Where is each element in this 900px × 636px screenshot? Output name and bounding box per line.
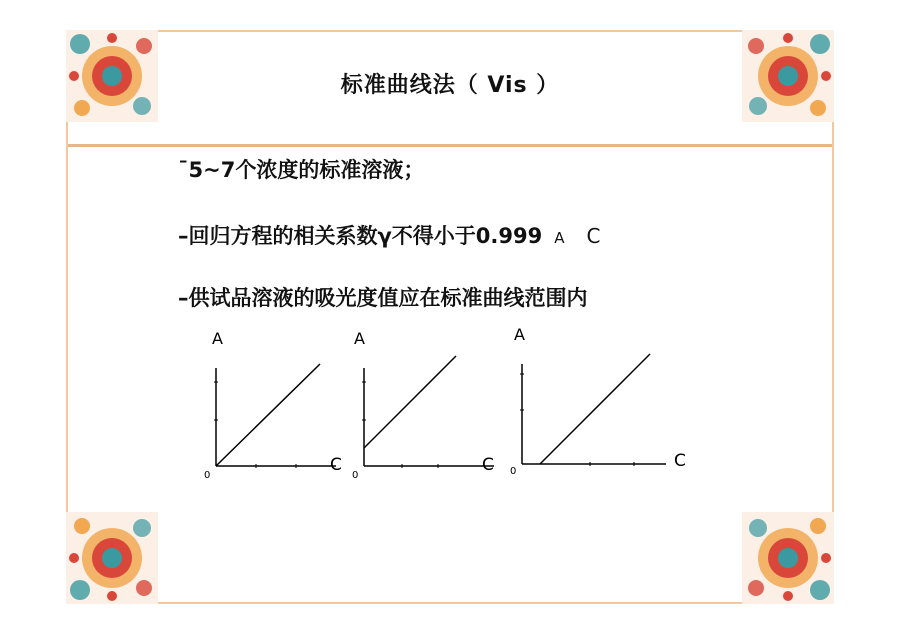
bullet-absorbance-range: –供试品溶液的吸光度值应在标准曲线范围内: [178, 286, 588, 310]
graph1-y-label: A: [212, 329, 223, 348]
corner-ornament-top-right-icon: [742, 30, 834, 122]
bullet-concentrations: ¯5~7个浓度的标准溶液；: [178, 158, 425, 182]
slide-frame: [66, 30, 834, 604]
graph-through-origin: [196, 322, 359, 482]
graph1-origin-label: 0: [204, 470, 211, 481]
graph1-x-label: C: [330, 455, 342, 475]
corner-ornament-bottom-right-icon: [742, 512, 834, 604]
title-band: [68, 32, 832, 144]
slide-title: 标准曲线法（ Vis ）: [340, 73, 560, 98]
graph2-origin-label: 0: [352, 470, 359, 481]
graph1-calibration-line: [216, 364, 320, 466]
graph2-y-label: A: [354, 329, 365, 348]
graph3-y-label: A: [514, 325, 525, 344]
title-divider: [68, 144, 832, 147]
graph2-calibration-line: [364, 356, 456, 448]
graph2-x-label: C: [482, 455, 494, 475]
graph3-origin-label: 0: [510, 466, 517, 477]
graph-negative-intercept: [500, 318, 700, 478]
corner-ornament-bottom-left-icon: [66, 512, 158, 604]
inline-a-label: A: [554, 229, 565, 247]
bullet-correlation: [178, 220, 600, 250]
bullet-correlation-text: –回归方程的相关系数γ不得小于0.999: [178, 224, 543, 248]
inline-c-label: C: [586, 224, 601, 248]
graph3-calibration-line: [540, 354, 650, 464]
graph-positive-intercept: [342, 322, 502, 482]
graph3-x-label: C: [674, 451, 686, 471]
corner-ornament-top-left-icon: [66, 30, 158, 122]
